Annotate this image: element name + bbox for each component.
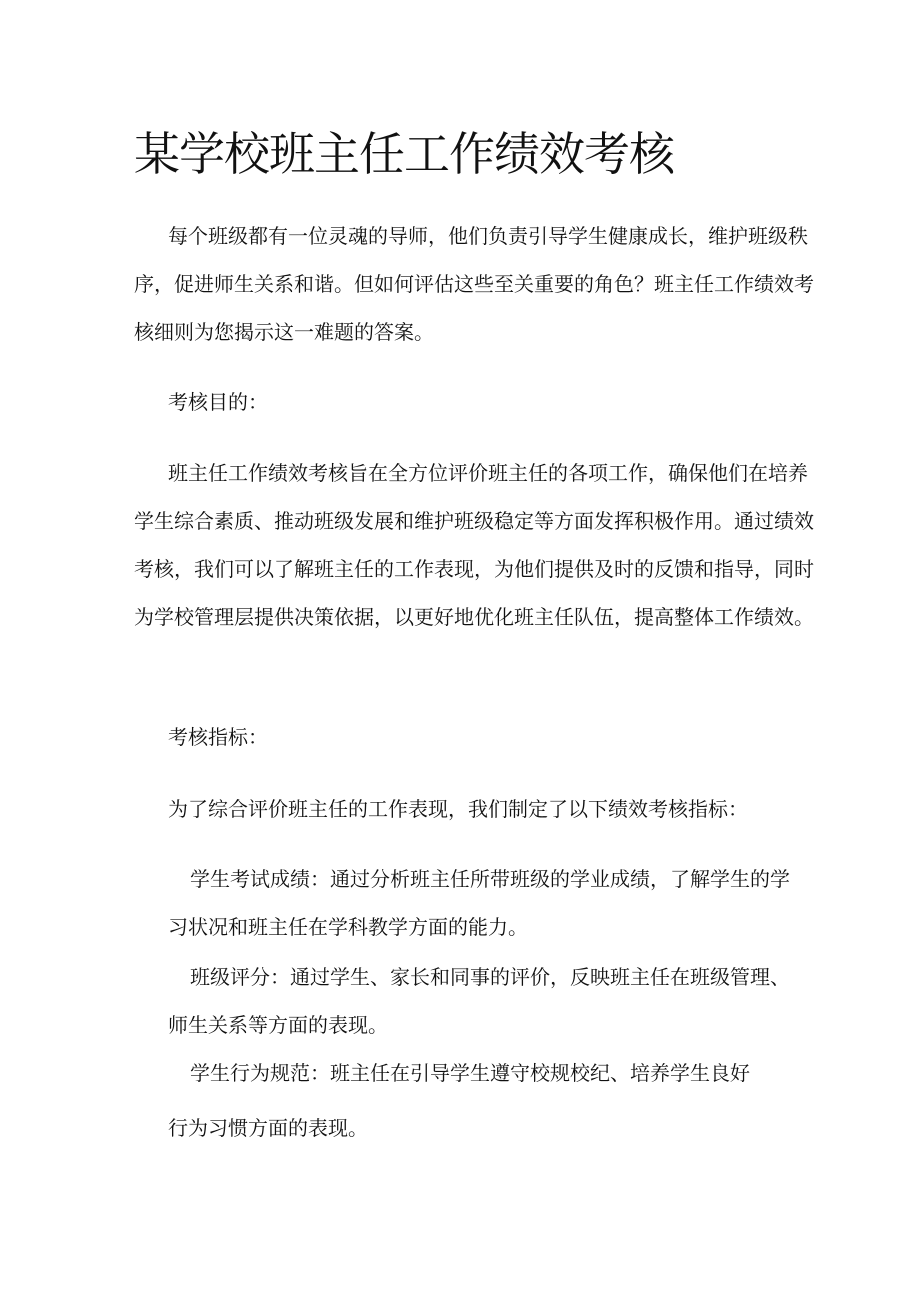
indicator-line: 习状况和班主任在学科教学方面的能力。 [168,915,528,939]
indicator-line: 学生考试成绩：通过分析班主任所带班级的学业成绩，了解学生的学 [190,867,790,891]
indicator-line: 学生行为规范：班主任在引导学生遵守校规校纪、培养学生良好 [190,1061,750,1085]
indicator-line: 师生关系等方面的表现。 [168,1013,388,1037]
indicators-heading: 考核指标： [168,725,268,749]
indicators-intro: 为了综合评价班主任的工作表现，我们制定了以下绩效考核指标： [168,797,748,821]
purpose-paragraph: 班主任工作绩效考核旨在全方位评价班主任的各项工作，确保他们在培养学生综合素质、推动班级发展和维护班级稳定等方面发挥积极作用。通过绩效考核，我们可以了解班主任的工作表现，为他们提供及时的反馈和指导，同时为学校管理层提供决策依据，以更好地优化班主任队伍，提高整体工作绩效。 [134,461,814,629]
purpose-heading: 考核目的： [168,390,268,414]
intro-paragraph: 每个班级都有一位灵魂的导师，他们负责引导学生健康成长，维护班级秩序，促进师生关系和谐。但如何评估这些至关重要的角色？班主任工作绩效考核细则为您揭示这一难题的答案。 [134,224,814,344]
document-title: 某学校班主任工作绩效考核 [134,127,674,181]
indicator-line: 行为习惯方面的表现。 [168,1116,368,1140]
indicator-line: 班级评分：通过学生、家长和同事的评价，反映班主任在班级管理、 [190,965,790,989]
